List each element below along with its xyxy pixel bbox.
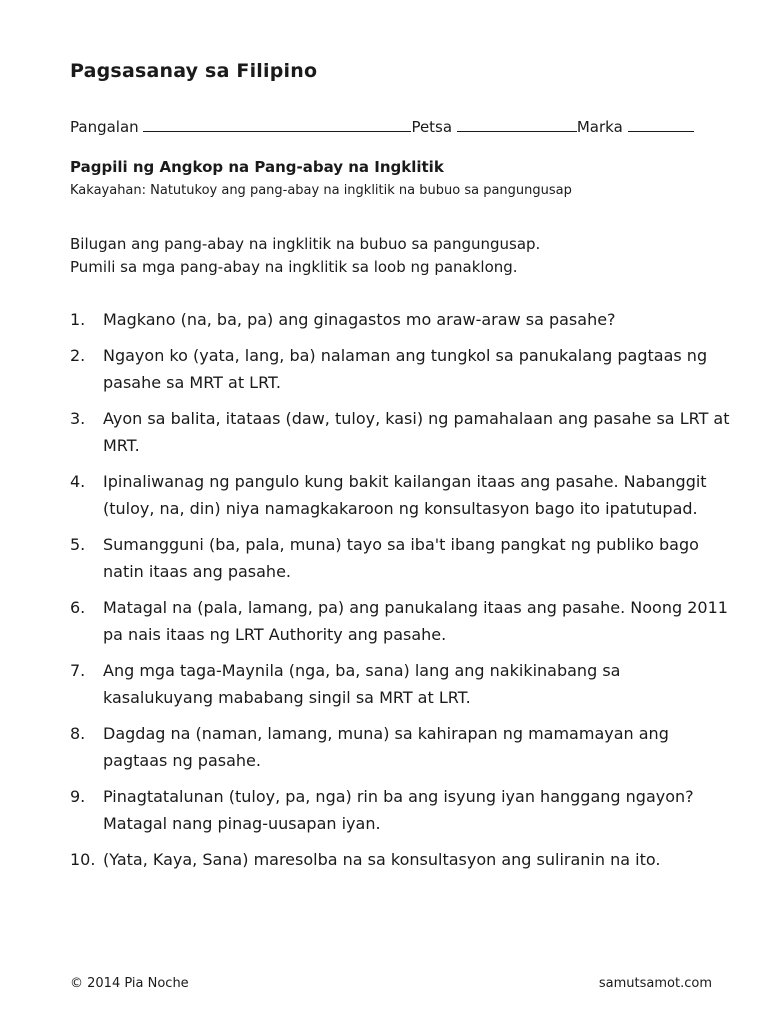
- section-subtitle: Pagpili ng Angkop na Pang-abay na Ingklitik: [70, 158, 444, 176]
- question-item: [70, 594, 730, 648]
- question-number: 9.: [70, 787, 86, 806]
- question-item: [70, 783, 730, 837]
- question-number: 4.: [70, 472, 86, 491]
- question-item: [70, 720, 730, 774]
- question-item: [70, 306, 730, 333]
- question-item: [70, 468, 730, 522]
- instruction-line: Bilugan ang pang-abay na ingklitik na bubuo sa pangungusap.: [70, 235, 541, 253]
- question-number: 8.: [70, 724, 86, 743]
- instructions: [70, 233, 710, 279]
- question-item: [70, 657, 730, 711]
- question-text: Sumangguni (ba, pala, muna) tayo sa iba't ibang pangkat ng publiko bago natin itaas ang pasahe.: [103, 535, 699, 581]
- question-text: (Yata, Kaya, Sana) maresolba na sa konsultasyon ang suliranin na ito.: [103, 850, 661, 869]
- question-number: 3.: [70, 409, 86, 428]
- question-text: Pinagtatalunan (tuloy, pa, nga) rin ba ang isyung iyan hanggang ngayon? Matagal nang pinag-uusapan iyan.: [103, 787, 694, 833]
- question-item: [70, 342, 730, 396]
- question-number: 7.: [70, 661, 86, 680]
- date-label: Petsa: [411, 118, 453, 136]
- question-number: 6.: [70, 598, 86, 617]
- question-text: Dagdag na (naman, lamang, muna) sa kahirapan ng mamamayan ang pagtaas ng pasahe.: [103, 724, 669, 770]
- question-number: 5.: [70, 535, 86, 554]
- question-text: Ipinaliwanag ng pangulo kung bakit kailangan itaas ang pasahe. Nabanggit (tuloy, na, din) niya namagkakaroon ng konsultasyon bago ito ipatutupad.: [103, 472, 707, 518]
- date-blank: [457, 117, 577, 132]
- question-text: Ngayon ko (yata, lang, ba) nalaman ang tungkol sa panukalang pagtaas ng pasahe sa MRT at LRT.: [103, 346, 708, 392]
- question-list: [70, 306, 730, 882]
- question-text: Ang mga taga-Maynila (nga, ba, sana) lang ang nakikinabang sa kasalukuyang mababang singil sa MRT at LRT.: [103, 661, 621, 707]
- site-link[interactable]: samutsamot.com: [598, 976, 712, 991]
- student-info-line: [70, 117, 730, 136]
- question-number: 10.: [70, 850, 96, 869]
- copyright-notice: © 2014 Pia Noche: [70, 976, 189, 991]
- skill-description: Kakayahan: Natutukoy ang pang-abay na ingklitik na bubuo sa pangungusap: [70, 183, 572, 198]
- name-label: Pangalan: [70, 118, 139, 136]
- question-item: [70, 846, 730, 873]
- page-title: Pagsasanay sa Filipino: [70, 60, 318, 82]
- question-item: [70, 405, 730, 459]
- question-number: 1.: [70, 310, 86, 329]
- name-blank: [143, 117, 411, 132]
- score-blank: [628, 117, 694, 132]
- question-text: Ayon sa balita, itataas (daw, tuloy, kasi) ng pamahalaan ang pasahe sa LRT at MRT.: [103, 409, 730, 455]
- question-number: 2.: [70, 346, 86, 365]
- question-text: Matagal na (pala, lamang, pa) ang panukalang itaas ang pasahe. Noong 2011 pa nais itaas ng LRT Authority ang pasahe.: [103, 598, 728, 644]
- question-text: Magkano (na, ba, pa) ang ginagastos mo araw-araw sa pasahe?: [103, 310, 616, 329]
- score-label: Marka: [576, 118, 623, 136]
- question-item: [70, 531, 730, 585]
- instruction-line: Pumili sa mga pang-abay na ingklitik sa loob ng panaklong.: [70, 258, 518, 276]
